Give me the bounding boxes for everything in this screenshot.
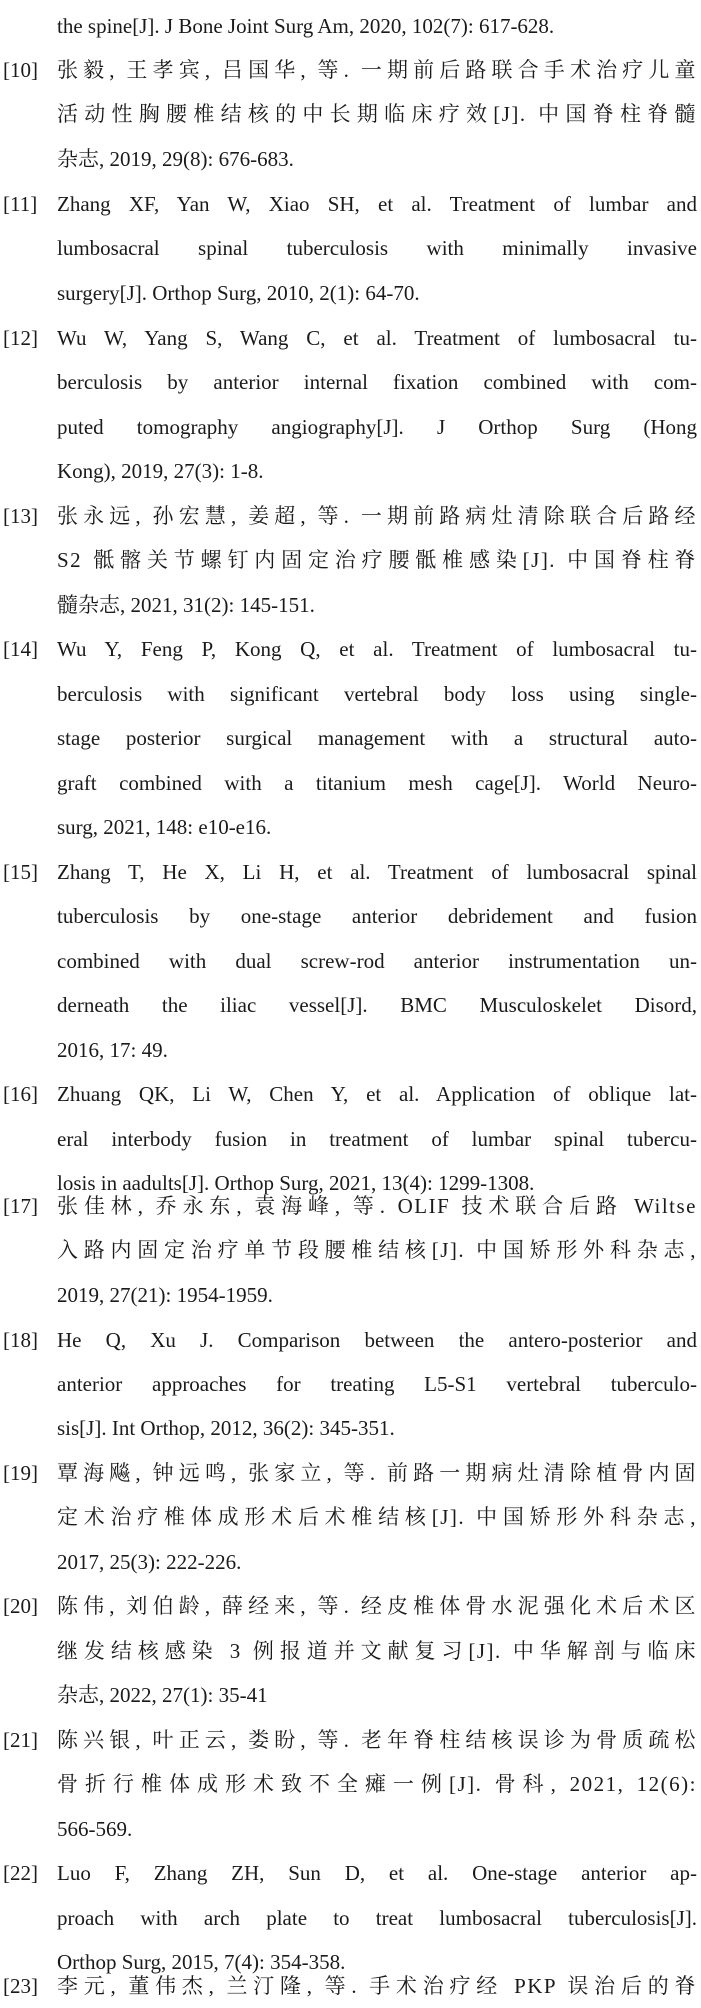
reference-line: losis in aadults[J]. Orthop Surg, 2021, 13(4): 1299-1308. — [57, 1171, 535, 1195]
reference-line: puted tomography angiography[J]. J Orthop Surg (Hong — [57, 415, 697, 439]
reference-line: 张佳林, 乔永东, 袁海峰, 等. OLIF 技术联合后路 Wiltse — [57, 1194, 698, 1218]
reference-line: stage posterior surgical management with a structural auto- — [57, 726, 697, 750]
reference-line: 定术治疗椎体成形术后术椎结核[J]. 中国矫形外科杂志, — [57, 1505, 697, 1529]
reference-number: [19] — [3, 1461, 38, 1485]
reference-line: 入路内固定治疗单节段腰椎结核[J]. 中国矫形外科杂志, — [57, 1238, 697, 1262]
reference-line: He Q, Xu J. Comparison between the antero-posterior and — [57, 1328, 697, 1352]
reference-line: Wu Y, Feng P, Kong Q, et al. Treatment of lumbosacral tu- — [57, 637, 697, 661]
reference-line: graft combined with a titanium mesh cage[J]. World Neuro- — [57, 771, 697, 795]
reference-line: 杂志, 2019, 29(8): 676-683. — [57, 147, 294, 171]
reference-number: [21] — [3, 1728, 38, 1752]
reference-line: derneath the iliac vessel[J]. BMC Musculoskelet Disord, — [57, 993, 697, 1017]
reference-line: 陈兴银, 叶正云, 娄盼, 等. 老年脊柱结核误诊为骨质疏松 — [57, 1728, 697, 1752]
reference-line: surgery[J]. Orthop Surg, 2010, 2(1): 64-70. — [57, 281, 420, 305]
reference-line: 杂志, 2022, 27(1): 35-41 — [57, 1683, 268, 1707]
reference-line: S2 骶髂关节螺钉内固定治疗腰骶椎感染[J]. 中国脊柱脊 — [57, 548, 697, 572]
reference-number: [22] — [3, 1861, 38, 1885]
reference-line: Zhuang QK, Li W, Chen Y, et al. Application of oblique lat- — [57, 1082, 697, 1106]
reference-line: 活动性胸腰椎结核的中长期临床疗效[J]. 中国脊柱脊髓 — [57, 102, 697, 126]
reference-line: eral interbody fusion in treatment of lumbar spinal tubercu- — [57, 1127, 697, 1151]
reference-number: [17] — [3, 1194, 38, 1218]
reference-line: 陈伟, 刘伯龄, 薛经来, 等. 经皮椎体骨水泥强化术后术区 — [57, 1594, 697, 1618]
reference-line: 髓杂志, 2021, 31(2): 145-151. — [57, 593, 315, 617]
reference-line: Kong), 2019, 27(3): 1-8. — [57, 459, 264, 483]
reference-line: 继发结核感染 3 例报道并文献复习[J]. 中华解剖与临床 — [57, 1639, 697, 1663]
reference-number: [18] — [3, 1328, 38, 1352]
reference-line: 566-569. — [57, 1817, 133, 1841]
reference-line: surg, 2021, 148: e10-e16. — [57, 815, 272, 839]
reference-line: 覃海飚, 钟远鸣, 张家立, 等. 前路一期病灶清除植骨内固 — [57, 1461, 697, 1485]
reference-number: [20] — [3, 1594, 38, 1618]
reference-line: proach with arch plate to treat lumbosacral tuberculosis[J]. — [57, 1906, 697, 1930]
reference-number: [15] — [3, 860, 38, 884]
reference-number: [23] — [3, 1974, 38, 1998]
reference-line: anterior approaches for treating L5-S1 vertebral tuberculo- — [57, 1372, 697, 1396]
reference-line: combined with dual screw-rod anterior instrumentation un- — [57, 949, 697, 973]
reference-line: 2016, 17: 49. — [57, 1038, 168, 1062]
reference-line: 张毅, 王孝宾, 吕国华, 等. 一期前后路联合手术治疗儿童 — [57, 58, 697, 82]
reference-line: Zhang XF, Yan W, Xiao SH, et al. Treatment of lumbar and — [57, 192, 697, 216]
reference-line: 2017, 25(3): 222-226. — [57, 1550, 242, 1574]
reference-line: Luo F, Zhang ZH, Sun D, et al. One-stage anterior ap- — [57, 1861, 697, 1885]
reference-line: 张永远, 孙宏慧, 姜超, 等. 一期前路病灶清除联合后路经 — [57, 504, 697, 528]
reference-number: [14] — [3, 637, 38, 661]
reference-line: 李元, 董伟杰, 兰汀隆, 等. 手术治疗经 PKP 误治后的脊 — [57, 1974, 697, 1998]
reference-line: 2019, 27(21): 1954-1959. — [57, 1283, 273, 1307]
reference-line: berculosis with significant vertebral body loss using single- — [57, 682, 697, 706]
reference-line: 骨折行椎体成形术致不全瘫一例[J]. 骨科, 2021, 12(6): — [57, 1772, 697, 1796]
reference-line: Orthop Surg, 2015, 7(4): 354-358. — [57, 1950, 346, 1974]
reference-number: [11] — [3, 192, 38, 216]
reference-line: Zhang T, He X, Li H, et al. Treatment of lumbosacral spinal — [57, 860, 697, 884]
reference-continuation-line: the spine[J]. J Bone Joint Surg Am, 2020, 102(7): 617-628. — [57, 14, 555, 38]
reference-number: [10] — [3, 58, 38, 82]
reference-number: [16] — [3, 1082, 38, 1106]
reference-number: [12] — [3, 326, 38, 350]
reference-line: sis[J]. Int Orthop, 2012, 36(2): 345-351. — [57, 1416, 395, 1440]
reference-number: [13] — [3, 504, 38, 528]
reference-line: lumbosacral spinal tuberculosis with minimally invasive — [57, 236, 697, 260]
reference-line: Wu W, Yang S, Wang C, et al. Treatment of lumbosacral tu- — [57, 326, 697, 350]
reference-line: tuberculosis by one-stage anterior debridement and fusion — [57, 904, 697, 928]
reference-line: berculosis by anterior internal fixation combined with com- — [57, 370, 697, 394]
